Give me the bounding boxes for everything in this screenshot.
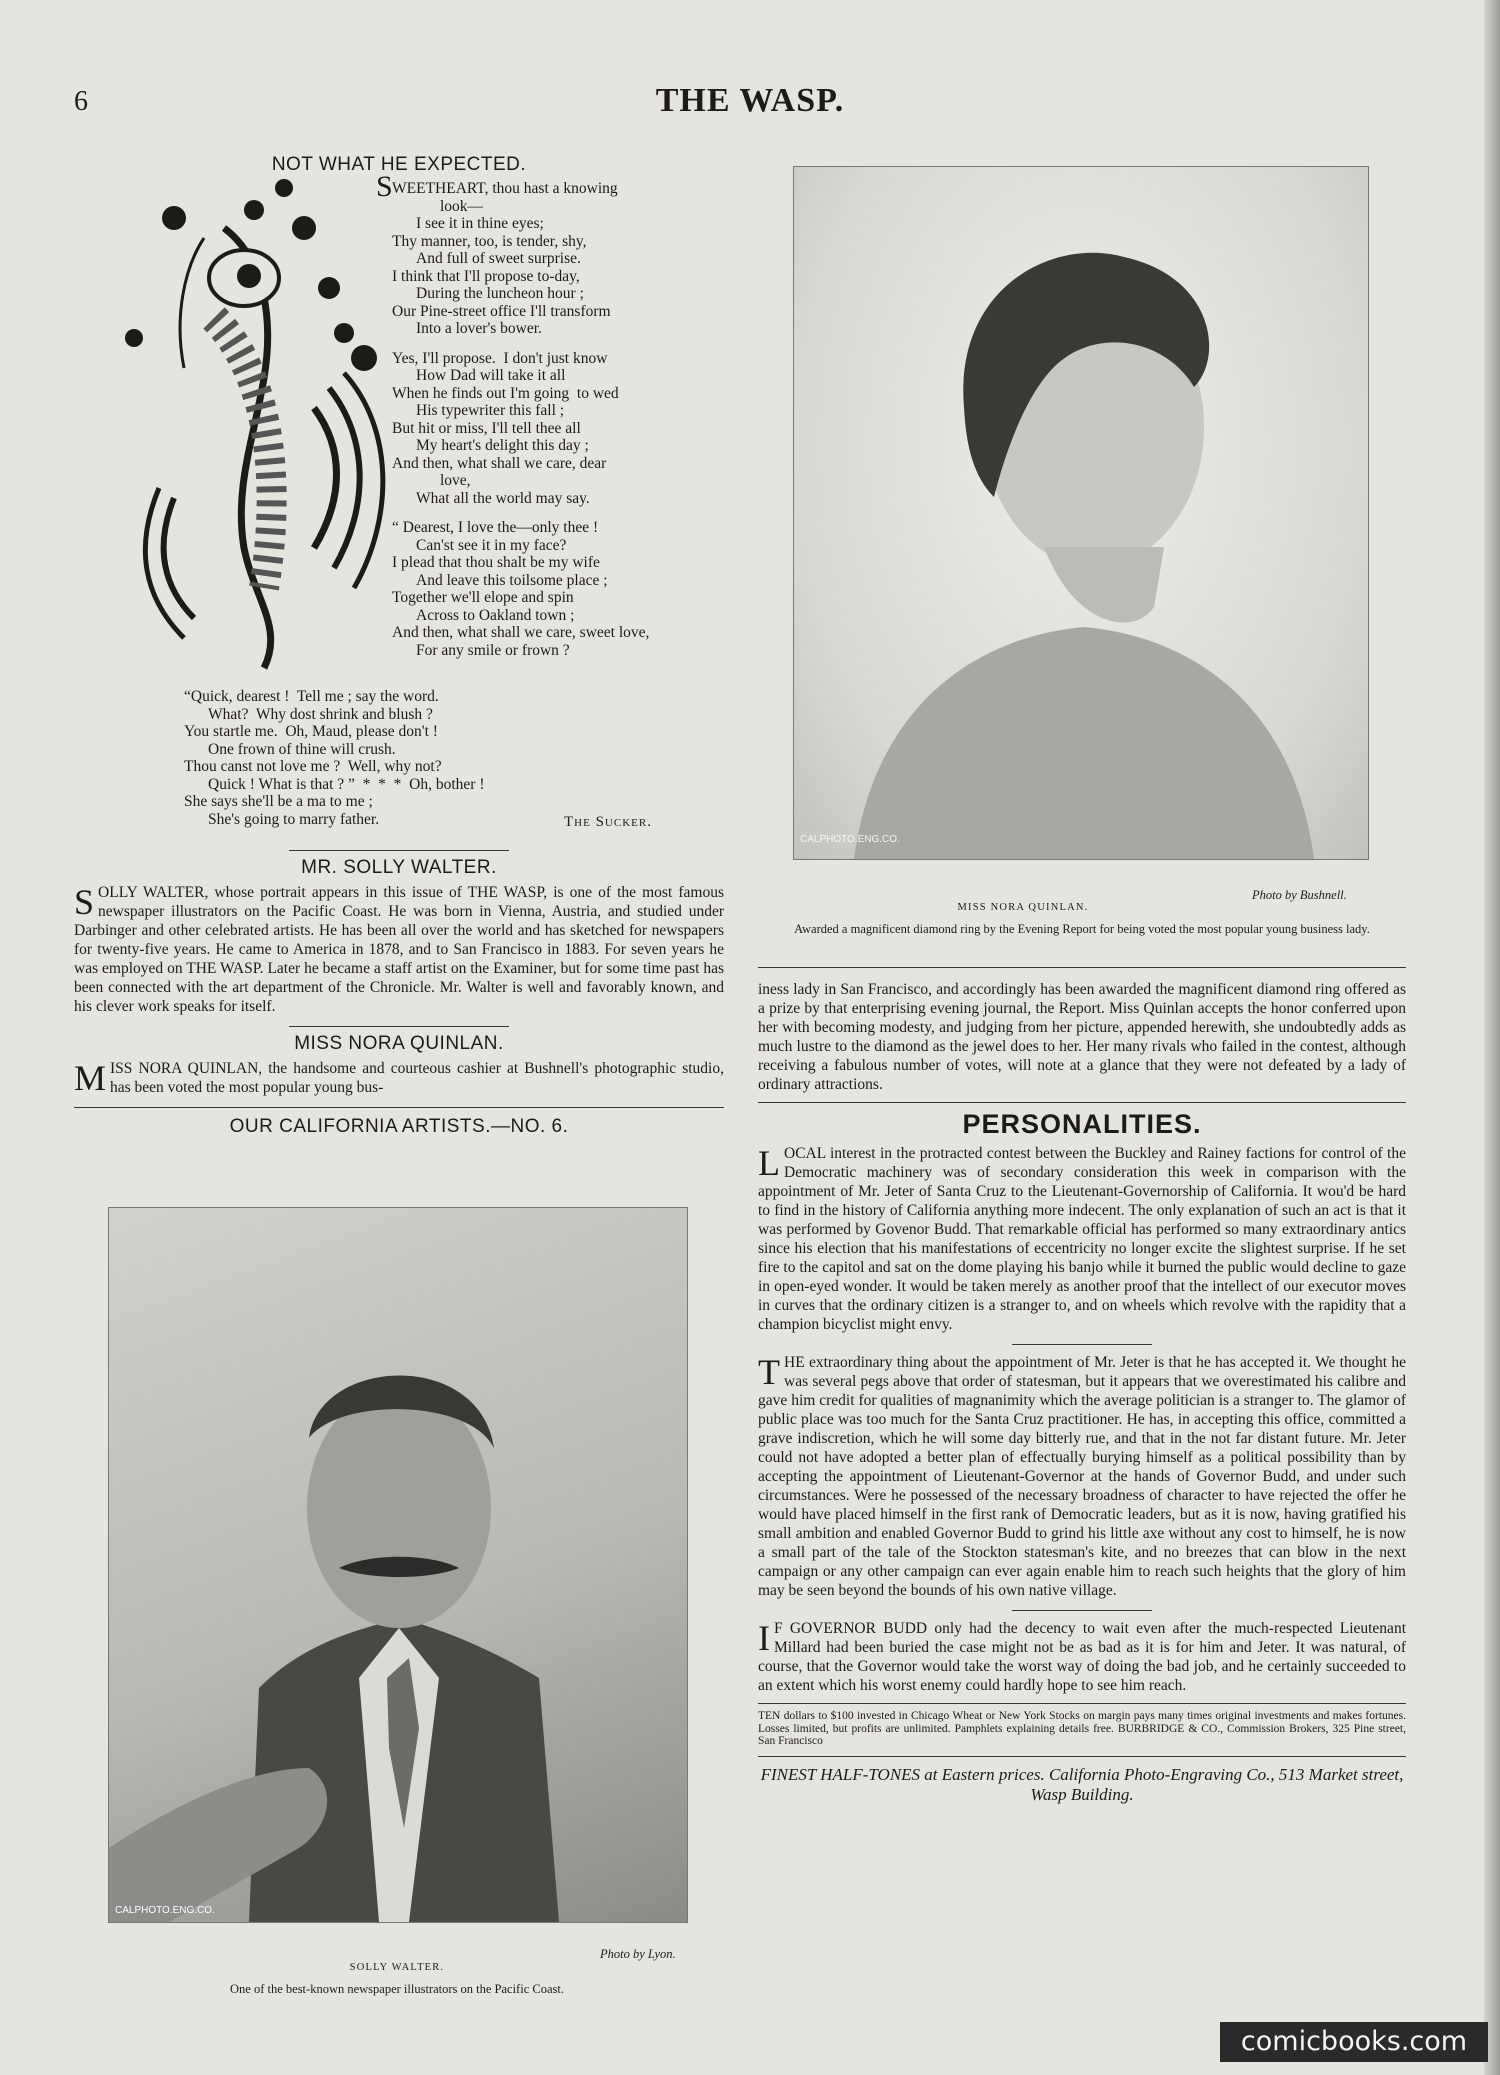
solly-caption-name: SOLLY WALTER. bbox=[349, 1962, 445, 1973]
poem-signature: The Sucker. bbox=[564, 814, 652, 830]
nora-photo-credit: Photo by Bushnell. bbox=[1252, 888, 1347, 902]
section-rule bbox=[1012, 1344, 1152, 1345]
nora-caption-text: Awarded a magnificent diamond ring by the Evening Report for being voted the most popular young business lady. bbox=[794, 922, 1370, 936]
section-rule bbox=[758, 1102, 1406, 1103]
poem-line: But hit or miss, I'll tell thee all bbox=[392, 419, 581, 437]
solly-walter-photo bbox=[108, 1207, 688, 1923]
right-column-text bbox=[758, 980, 1406, 1805]
solly-paragraph bbox=[74, 883, 724, 1016]
poem-line: Can'st see it in my face? bbox=[416, 536, 567, 554]
poem-line: What all the world may say. bbox=[416, 489, 590, 507]
poem-line: During the luncheon hour ; bbox=[416, 285, 584, 302]
section-rule bbox=[289, 1026, 509, 1027]
p1-text: OCAL interest in the protracted contest between the Buckley and Rainey factions for control of the Democratic machinery was of secondary consideration this week in comparison with the appointment of Mr. Jeter of Santa Cruz to the Lieutenant-Governorship of California. It wou'd be hard to find in the history of California anything more indecent. The only explanation of such an act is that it was performed by Govenor Budd. That remarkable official has performed so many extraordinary antics since his election that his manifestations of eccentricity no longer excite the slightest surprise. If he set fire to the capitol and sat on the dome playing his banjo while it burned the public would decline to gaze in open-eyed wonder. It would be taken merely as another proof that the intellect of our executor moves in curves that the ordinary citizen is a stranger to, and on wheels which revolve with the rapidity that a champion bicyclist might envy. bbox=[758, 1145, 1406, 1333]
nora-text-continued: iness lady in San Francisco, and accordingly has been awarded the magnificent diamond ring offered as a prize by that enterprising evening journal, the Report. Miss Quinlan accepts the honor conferred upon her with becoming modesty, and judging from her picture, appended herewith, she undoubtedly adds as much lustre to the diamond as the jewel does to her. Her many rivals who failed in the contest, although receiving a fabulous number of votes, will note at a glance that they were not defeated by a lady of ordinary attractions. bbox=[758, 981, 1406, 1093]
nora-caption-name: MISS NORA QUINLAN. bbox=[957, 902, 1089, 913]
section-rule bbox=[74, 1107, 724, 1108]
poem-line: And leave this toilsome place ; bbox=[416, 571, 608, 589]
nora-paragraph bbox=[74, 1059, 724, 1097]
section-rule bbox=[758, 1756, 1406, 1757]
burbridge-advert: TEN dollars to $100 invested in Chicago Wheat or New York Stocks on margin pays many times original investments and makes fortunes. Losses limited, but profits are unlimited. Pamphlets explaining details free. BURBRIDGE & CO., Commission Brokers, 325 Pine street, San Francisco bbox=[758, 1710, 1406, 1747]
poem-line: I see it in thine eyes; bbox=[416, 215, 544, 232]
personalities-heading: PERSONALITIES. bbox=[962, 1109, 1202, 1139]
p3-dropcap: I bbox=[758, 1618, 770, 1658]
page-number: 6 bbox=[74, 86, 88, 117]
poem-dropcap: S bbox=[376, 170, 393, 203]
section-rule bbox=[758, 1703, 1406, 1704]
masthead: THE WASP. bbox=[655, 82, 845, 119]
nora-heading: MISS NORA QUINLAN. bbox=[294, 1033, 504, 1054]
nora-text-start: ISS NORA QUINLAN, the handsome and courteous cashier at Bushnell's photographic studio, has been voted the most popular young bus- bbox=[110, 1060, 724, 1096]
section-rule bbox=[289, 850, 509, 851]
poem-line: How Dad will take it all bbox=[416, 367, 566, 384]
section-rule bbox=[758, 967, 1406, 968]
solly-dropcap: S bbox=[74, 882, 95, 922]
solly-caption-text: One of the best-known newspaper illustrators on the Pacific Coast. bbox=[230, 1982, 564, 1996]
poem-line: And full of sweet surprise. bbox=[416, 250, 581, 267]
poem-line: His typewriter this fall ; bbox=[416, 402, 565, 419]
poem-line: What? Why dost shrink and blush ? bbox=[208, 705, 433, 723]
left-column bbox=[74, 150, 724, 1138]
artists-heading: OUR CALIFORNIA ARTISTS.—NO. 6. bbox=[229, 1116, 569, 1137]
section-rule bbox=[1012, 1610, 1152, 1611]
p3-text: F GOVERNOR BUDD only had the decency to wait even after the much-respected Lieutenant Millard had been buried the case might not be as bad as it is for him and Jeter. It was natural, of course, that the Governor would take the worst way of doing the bad job, and he certainly succeeded to an extent which his worst enemy could hardly hope to see him reach. bbox=[758, 1620, 1406, 1694]
solly-text: OLLY WALTER, whose portrait appears in this issue of THE WASP, is one of the most famous newspaper illustrators on the Pacific Coast. He was born in Vienna, Austria, and studied under Darbinger and other celebrated artists. He has been all over the world and has sketched for newspapers for twenty-five years. He came to America in 1878, and to San Francisco in 1883. For seven years he was employed on THE WASP. Later he became a staff artist on the Examiner, but for some time past has been connected with the art department of the Chronicle. Mr. Walter is well and favorably known, and his clever work speaks for itself. bbox=[74, 884, 724, 1015]
nora-dropcap: M bbox=[74, 1058, 107, 1098]
poem-line: Together we'll elope and spin bbox=[392, 589, 574, 606]
poem-line: Quick ! What is that ? ” * * * Oh, bother ! bbox=[208, 775, 485, 793]
poem-line: I plead that thou shalt be my wife bbox=[392, 554, 600, 571]
poem-final-stanza bbox=[184, 688, 664, 828]
poem-line: look— bbox=[440, 197, 484, 215]
personalities-paragraph-2 bbox=[758, 1353, 1406, 1600]
solly-photo-credit: Photo by Lyon. bbox=[600, 1947, 676, 1961]
fish-illustration bbox=[114, 168, 404, 688]
poem-line: I think that I'll propose to-day, bbox=[392, 267, 580, 285]
nora-quinlan-photo bbox=[793, 166, 1369, 860]
poem-line: My heart's delight this day ; bbox=[416, 437, 589, 454]
poem-line: One frown of thine will crush. bbox=[208, 740, 396, 758]
poem-stanzas bbox=[376, 170, 732, 659]
poem-line: And then, what shall we care, dear bbox=[392, 454, 607, 472]
poem-line: Into a lover's bower. bbox=[416, 320, 542, 337]
poem-line: And then, what shall we care, sweet love, bbox=[392, 624, 650, 641]
poem-line bbox=[392, 338, 732, 350]
poem-line: For any smile or frown ? bbox=[416, 641, 570, 659]
personalities-paragraph-3 bbox=[758, 1619, 1406, 1695]
poem-title: NOT WHAT HE EXPECTED. bbox=[271, 154, 527, 175]
poem-line: You startle me. Oh, Maud, please don't ! bbox=[184, 723, 438, 740]
p1-dropcap: L bbox=[758, 1143, 780, 1183]
poem-line: She's going to marry father. bbox=[208, 810, 380, 828]
nora-photo-engraver-mark: CALPHOTO.ENG.CO. bbox=[800, 834, 900, 845]
poem-line bbox=[392, 507, 732, 519]
poem-line: She says she'll be a ma to me ; bbox=[184, 793, 373, 810]
watermark-logo: comicbooks.com bbox=[1220, 2022, 1488, 2062]
poem-line: “Quick, dearest ! Tell me ; say the word. bbox=[184, 688, 439, 705]
p2-dropcap: T bbox=[758, 1352, 780, 1392]
poem-line: love, bbox=[440, 472, 471, 489]
solly-heading: MR. SOLLY WALTER. bbox=[301, 857, 497, 878]
p2-text: HE extraordinary thing about the appointment of Mr. Jeter is that he has accepted it. We thought he was several pegs above that order of statesman, but it appears that we overestimated his calibre and gave him credit for qualities of magnanimity which the average politician is a stranger to. The glamor of public place was too much for the Santa Cruz practitioner. He has, in accepting this office, committed a grave indiscretion, which he will some day bitterly rue, and that in the not far distant future. Mr. Jeter could not have adopted a better plan of effectually burying himself as a political possibility than by accepting the appointment of Lieutenant-Governor at the hands of Governor Budd, and under such circumstances. Were he possessed of the necessary broadness of character to have rejected the offer he would have placed himself in the first rank of Democratic leaders, but as it is now, having gratified his small ambition and enabled Governor Budd to grind his little axe without any cost to himself, he is now a small part of the tale of the Stockton statesman's kite, and no breezes that can blow in the next campaign or any other campaign can ever again enable him to reach such heights that the glory of him may be seen beyond the bounds of his own native village. bbox=[758, 1354, 1406, 1599]
poem-line: Yes, I'll propose. I don't just know bbox=[392, 349, 608, 367]
poem-line: Our Pine-street office I'll transform bbox=[392, 302, 611, 320]
poem-section bbox=[74, 150, 724, 840]
poem-line: “ Dearest, I love the—only thee ! bbox=[392, 519, 599, 536]
poem-line: Across to Oakland town ; bbox=[416, 606, 575, 624]
poem-line: Thy manner, too, is tender, shy, bbox=[392, 232, 587, 250]
poem-line: WEETHEART, thou hast a knowing bbox=[392, 180, 618, 197]
poem-line: When he finds out I'm going to wed bbox=[392, 384, 619, 402]
photo-engraving-advert: FINEST HALF-TONES at Eastern prices. California Photo-Engraving Co., 513 Market street, Wasp Building. bbox=[760, 1764, 1404, 1804]
poem-line: Thou canst not love me ? Well, why not? bbox=[184, 758, 442, 775]
solly-photo-engraver-mark: CALPHOTO.ENG.CO. bbox=[115, 1905, 215, 1916]
personalities-paragraph-1 bbox=[758, 1144, 1406, 1334]
page-spine-shadow bbox=[1484, 0, 1500, 2075]
